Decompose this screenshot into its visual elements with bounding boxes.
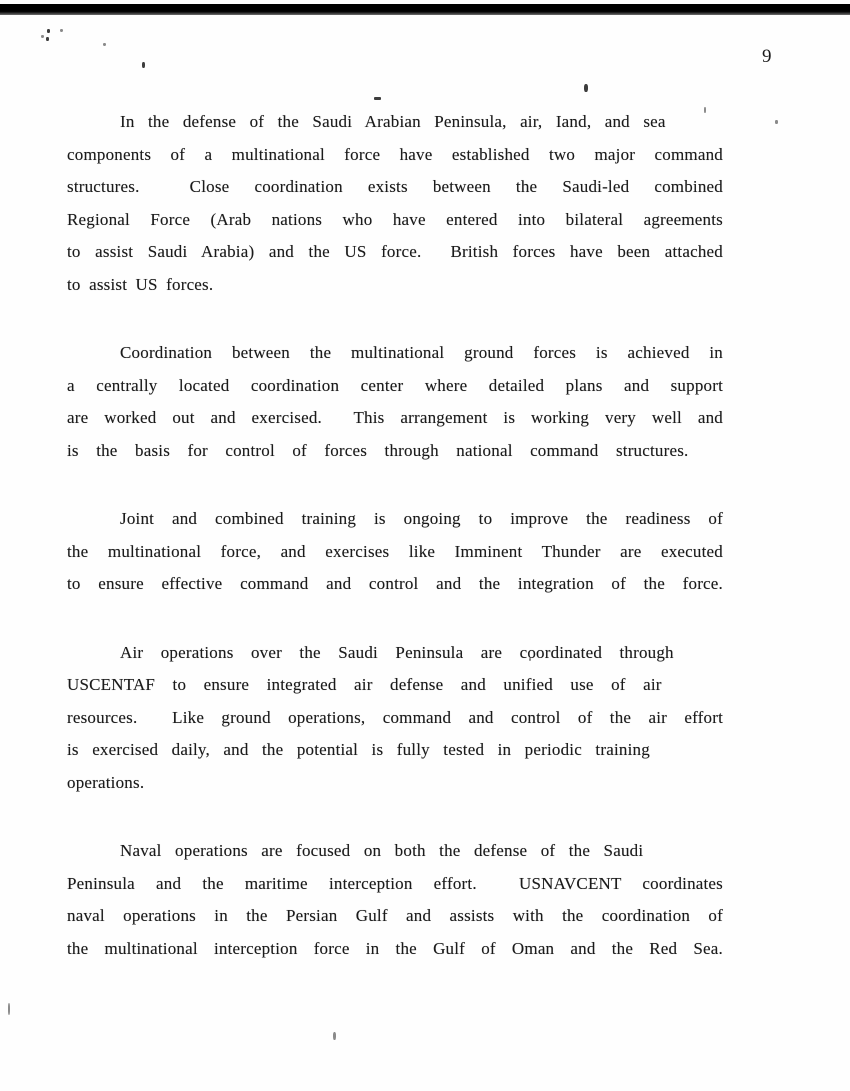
text-line: In the defense of the Saudi Arabian Peninsula, air, Iand, and sea bbox=[120, 112, 666, 131]
text-line: resources. Like ground operations, command and control of the air effort bbox=[67, 707, 723, 727]
text-line: Air operations over the Saudi Peninsula are coordinated through bbox=[120, 642, 674, 662]
text-line: is exercised daily, and the potential is fully tested in periodic training bbox=[67, 740, 650, 759]
text-line: components of a multinational force have established two major command bbox=[67, 144, 723, 164]
text-line: naval operations in the Persian Gulf and assists with the coordination of bbox=[67, 906, 723, 925]
text-line: USCENTAF to ensure integrated air defense and unified use of air bbox=[67, 675, 662, 694]
scan-speck bbox=[142, 62, 145, 68]
text-line: Coordination between the multinational ground forces is achieved in bbox=[120, 343, 723, 362]
text-line: is the basis for control of forces through national command structures. bbox=[67, 440, 689, 460]
text-line: Joint and combined training is ongoing to improve the readiness of bbox=[120, 509, 723, 528]
scan-edge-artifact bbox=[0, 4, 850, 15]
text-line: to assist US forces. bbox=[67, 274, 214, 294]
text-line: operations. bbox=[67, 772, 145, 792]
text-line: a centrally located coordination center where detailed plans and support bbox=[67, 375, 723, 395]
scan-speck bbox=[584, 84, 588, 92]
page-number: 9 bbox=[762, 46, 772, 67]
scan-speck bbox=[60, 29, 63, 32]
scan-speck bbox=[8, 1003, 10, 1015]
text-line: to ensure effective command and control and the integration of the force. bbox=[67, 574, 723, 593]
scan-speck bbox=[333, 1032, 336, 1040]
scan-speck bbox=[775, 120, 778, 124]
paragraph bbox=[67, 503, 723, 601]
paragraph bbox=[67, 835, 723, 965]
document-body bbox=[67, 106, 723, 1001]
scan-speck bbox=[46, 37, 49, 41]
scan-speck bbox=[41, 35, 44, 38]
text-line: to assist Saudi Arabia) and the US force. British forces have been attached bbox=[67, 242, 723, 261]
text-line: structures. Close coordination exists between the Saudi-led combined bbox=[67, 177, 723, 196]
scan-speck bbox=[103, 43, 106, 46]
text-line: Regional Force (Arab nations who have entered into bilateral agreements bbox=[67, 209, 723, 229]
text-line: Peninsula and the maritime interception effort. USNAVCENT coordinates bbox=[67, 873, 723, 893]
text-line: Naval operations are focused on both the defense of the Saudi bbox=[120, 841, 644, 860]
text-line: the multinational force, and exercises like Imminent Thunder are executed bbox=[67, 541, 723, 561]
text-line: are worked out and exercised. This arrangement is working very well and bbox=[67, 408, 723, 427]
scan-speck bbox=[374, 97, 381, 100]
text-line: the multinational interception force in the Gulf of Oman and the Red Sea. bbox=[67, 938, 723, 958]
paragraph bbox=[67, 637, 723, 800]
paragraph bbox=[67, 106, 723, 301]
paragraph bbox=[67, 337, 723, 467]
scan-speck bbox=[47, 29, 50, 33]
